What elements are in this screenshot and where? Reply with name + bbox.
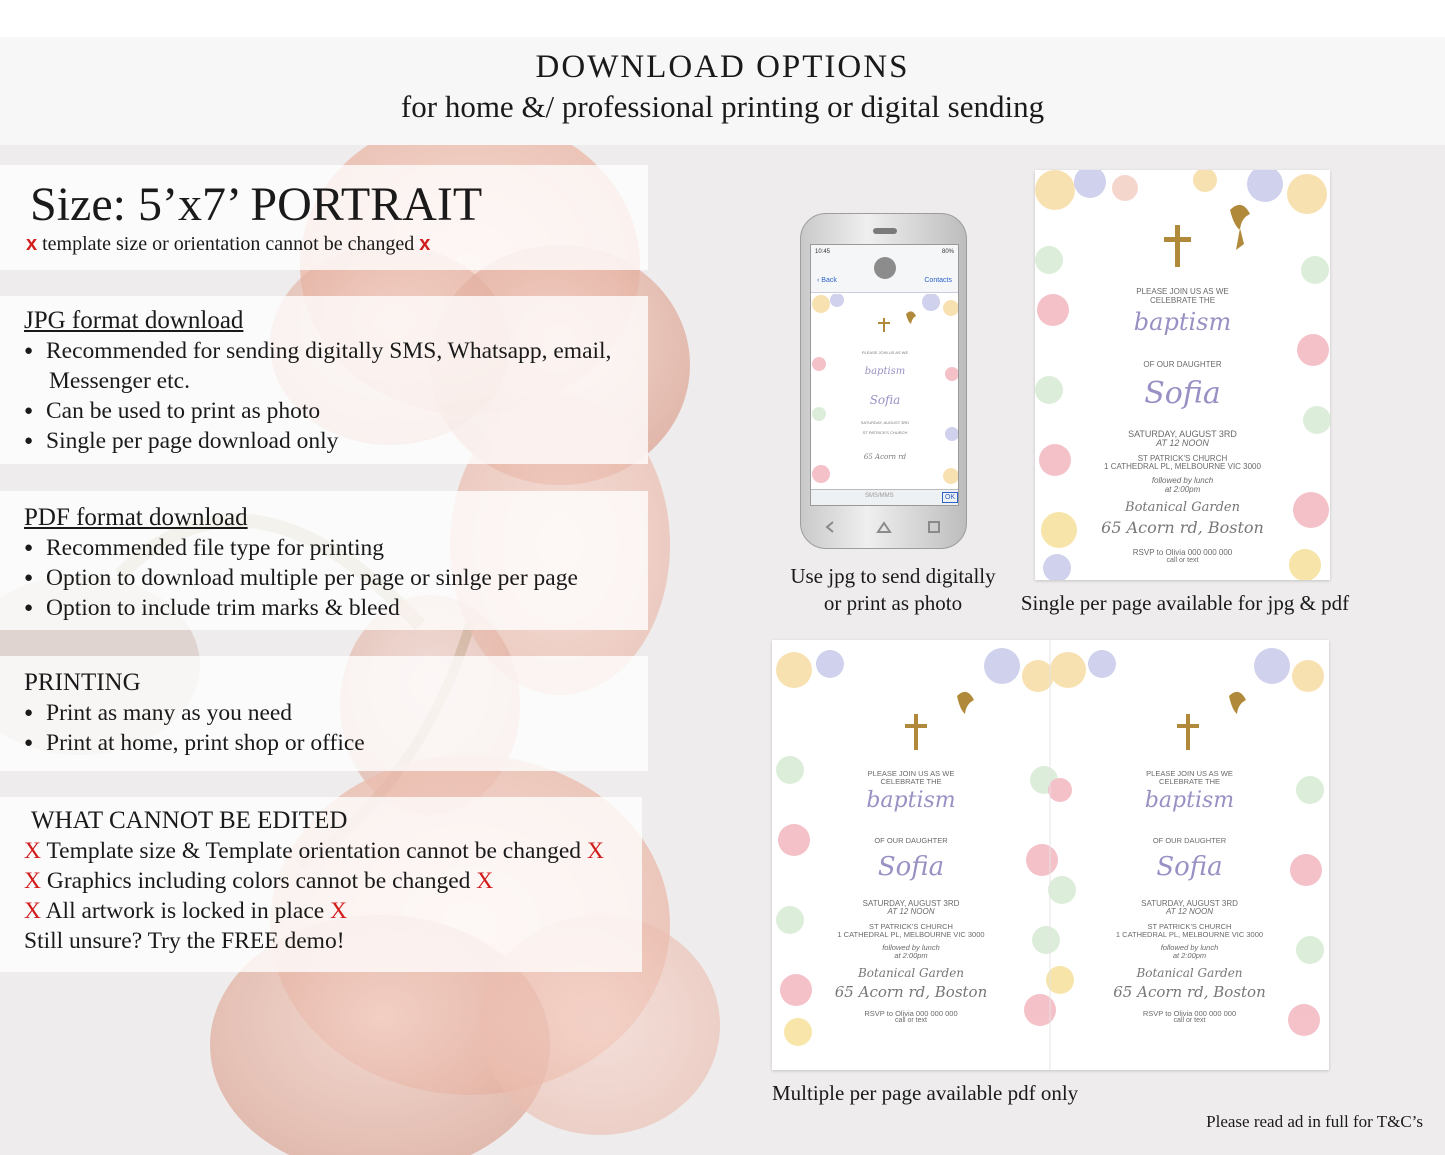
- invite-date: SATURDAY, AUGUST 3RD: [1141, 899, 1238, 908]
- not-edited-line: X Graphics including colors cannot be changed X: [24, 868, 494, 894]
- invite-event: baptism: [866, 788, 956, 813]
- invite-line: PLEASE JOIN US AS WE: [1146, 769, 1233, 778]
- phone-caption: Use jpg to send digitally or print as photo: [790, 564, 996, 615]
- invite-time: AT 12 NOON: [887, 907, 935, 916]
- invite-followed: followed by lunch: [882, 943, 940, 952]
- list-item: ● Recommended for sending digitally SMS, Whatsapp, email, Messenger etc.: [24, 336, 648, 396]
- pdf-panel: [0, 491, 648, 630]
- header-band: [0, 37, 1445, 145]
- invite-address: 1 CATHEDRAL PL, MELBOURNE VIC 3000: [1115, 930, 1264, 939]
- svg-text:PLEASE JOIN US AS WE: PLEASE JOIN US AS WE: [861, 350, 909, 355]
- invite-line: CELEBRATE THE: [880, 777, 942, 786]
- multiple-caption: Multiple per page available pdf only: [772, 1081, 1079, 1105]
- not-edited-heading: WHAT CANNOT BE EDITED: [31, 807, 348, 834]
- svg-text:Sofia: Sofia: [869, 393, 901, 407]
- invite-garden: Botanical Garden: [1125, 500, 1240, 515]
- printing-list: [24, 698, 648, 758]
- invite-rsvp: RSVP to Olivia 000 000 000: [864, 1009, 958, 1018]
- x-mark: X: [24, 838, 41, 864]
- list-item-continued: Messenger etc.: [49, 368, 190, 394]
- invite-rsvp-note: call or text: [895, 1017, 927, 1024]
- x-mark: X: [24, 868, 41, 894]
- not-edited-line: X All artwork is locked in place X: [24, 898, 348, 924]
- list-item: ● Print at home, print shop or office: [24, 728, 648, 758]
- footer-note: Please read ad in full for T&C’s: [1206, 1112, 1423, 1131]
- list-item: ● Option to download multiple per page or sinlge per page: [24, 563, 648, 593]
- x-mark: x: [26, 233, 38, 255]
- page-title: DOWNLOAD OPTIONS: [535, 49, 910, 85]
- phone-time: 10:45: [815, 249, 831, 255]
- phone-mockup: [800, 213, 967, 549]
- invite-line: OF OUR DAUGHTER: [874, 836, 948, 845]
- invite-garden-address: 65 Acorn rd, Boston: [834, 983, 988, 1001]
- invite-garden: Botanical Garden: [857, 966, 965, 980]
- phone-contacts-link: Contacts: [924, 277, 952, 284]
- x-mark: X: [24, 898, 41, 924]
- invite-rsvp-note: call or text: [1173, 1017, 1206, 1024]
- size-panel: [0, 165, 648, 270]
- jpg-heading: JPG format download: [24, 307, 244, 334]
- invite-line: CELEBRATE THE: [1149, 296, 1216, 305]
- invite-garden-address: 65 Acorn rd, Boston: [1101, 518, 1264, 537]
- list-item: ● Print as many as you need: [24, 698, 648, 728]
- message-input-placeholder: SMS/MMS: [865, 493, 894, 499]
- single-caption: Single per page available for jpg & pdf: [1020, 591, 1350, 615]
- invite-time: AT 12 NOON: [1156, 438, 1209, 448]
- invite-address: 1 CATHEDRAL PL, MELBOURNE VIC 3000: [837, 930, 985, 939]
- svg-text:65 Acorn rd: 65 Acorn rd: [863, 453, 907, 461]
- phone-screen: [810, 244, 959, 506]
- size-title: Size: 5’x7’ PORTRAIT: [30, 178, 483, 231]
- page-subtitle: for home &/ professional printing or digital sending: [400, 89, 1045, 124]
- svg-text:baptism: baptism: [864, 366, 906, 377]
- invite-name: Sofia: [1144, 376, 1221, 411]
- invite-lunch-time: at 2:00pm: [1172, 951, 1207, 960]
- invite-followed: followed by lunch: [1151, 476, 1214, 485]
- phone-battery: 80%: [941, 249, 954, 255]
- invite-name: Sofia: [1156, 852, 1223, 882]
- phone-speaker: [873, 228, 897, 234]
- avatar-icon: [874, 257, 896, 279]
- jpg-panel: [0, 296, 648, 464]
- phone-nav-icons: [813, 512, 956, 542]
- invite-event: baptism: [1144, 788, 1235, 813]
- not-edited-line: X Template size & Template orientation cannot be changed X: [24, 838, 604, 864]
- x-mark: X: [476, 868, 494, 894]
- sheet-copy-left: [772, 640, 1050, 1070]
- invite-line: PLEASE JOIN US AS WE: [867, 769, 955, 778]
- list-item: ● Can be used to print as photo: [24, 396, 648, 426]
- phone-message-bar: [811, 245, 958, 293]
- printing-panel: [0, 656, 648, 771]
- pdf-heading: PDF format download: [24, 504, 248, 531]
- phone-invitation-preview: [811, 294, 959, 490]
- demo-line: Still unsure? Try the FREE demo!: [24, 928, 345, 954]
- x-mark: x: [419, 233, 431, 255]
- invite-name: Sofia: [877, 852, 945, 882]
- multiple-invitation-sheet: [772, 640, 1329, 1070]
- invite-line: OF OUR DAUGHTER: [1143, 360, 1222, 369]
- x-mark: X: [330, 898, 348, 924]
- invite-date: SATURDAY, AUGUST 3RD: [862, 899, 960, 908]
- invite-rsvp: RSVP to Olivia 000 000 000: [1142, 1009, 1237, 1018]
- invite-line: CELEBRATE THE: [1159, 777, 1220, 786]
- invite-venue: ST PATRICK'S CHURCH: [869, 922, 953, 931]
- invite-event: baptism: [1133, 308, 1232, 336]
- single-invitation-card: [1035, 170, 1330, 580]
- invite-garden: Botanical Garden: [1136, 966, 1243, 980]
- pdf-list: [24, 533, 648, 623]
- not-edited-panel: [0, 797, 642, 972]
- size-note: [26, 231, 648, 257]
- x-mark: X: [586, 838, 604, 864]
- list-item: ● Single per page download only: [24, 426, 648, 456]
- sheet-copy-right: [1050, 640, 1329, 1070]
- invite-line: PLEASE JOIN US AS WE: [1136, 287, 1229, 296]
- invite-rsvp: RSVP to Olivia 000 000 000: [1132, 548, 1233, 557]
- top-strip: [0, 0, 1445, 37]
- invite-garden-address: 65 Acorn rd, Boston: [1113, 983, 1266, 1001]
- size-note-text: template size or orientation cannot be changed: [42, 233, 415, 255]
- list-item: ● Recommended file type for printing: [24, 533, 648, 563]
- invite-address: 1 CATHEDRAL PL, MELBOURNE VIC 3000: [1104, 462, 1261, 471]
- invite-time: AT 12 NOON: [1166, 907, 1213, 916]
- invite-rsvp-note: call or text: [1166, 557, 1199, 564]
- invite-venue: ST PATRICK'S CHURCH: [1147, 922, 1232, 931]
- invite-date: SATURDAY, AUGUST 3RD: [1128, 429, 1237, 439]
- invite-lunch-time: at 2:00pm: [894, 951, 928, 960]
- message-input[interactable]: [811, 489, 959, 505]
- svg-text:SATURDAY, AUGUST 3RD: SATURDAY, AUGUST 3RD: [860, 420, 910, 425]
- invite-followed: followed by lunch: [1160, 943, 1219, 952]
- invite-lunch-time: at 2:00pm: [1164, 485, 1201, 494]
- invite-line: OF OUR DAUGHTER: [1152, 836, 1227, 845]
- invite-venue: ST PATRICK'S CHURCH: [1137, 454, 1228, 463]
- jpg-list: [24, 336, 648, 456]
- send-button[interactable]: OK: [942, 492, 958, 503]
- svg-text:ST PATRICK'S CHURCH: ST PATRICK'S CHURCH: [862, 430, 908, 435]
- printing-heading: PRINTING: [24, 669, 141, 696]
- list-item: ● Option to include trim marks & bleed: [24, 593, 648, 623]
- phone-back-link: ‹ Back: [817, 277, 837, 284]
